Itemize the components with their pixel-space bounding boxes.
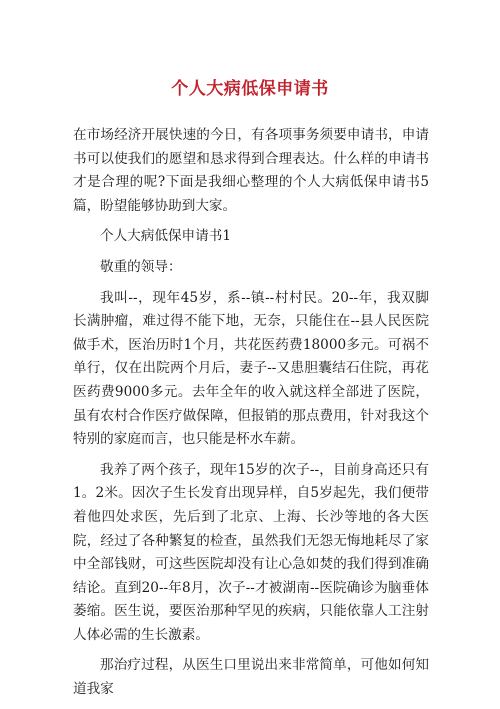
intro-paragraph: 在市场经济开展快速的今日，有各项事务须要申请书，申请书可以使我们的愿望和恳求得到合理表达。什么样的申请书才是合理的呢?下面是我细心整理的个人大病低保申请书5篇，盼望能够协助到大家。 [73, 127, 429, 214]
salutation: 敬重的领导： [100, 258, 182, 275]
body-paragraph: 那治疗过程，从医生口里说出来非常简单，可他如何知道我家 [73, 657, 429, 698]
section-heading: 个人大病低保申请书1 [100, 228, 231, 245]
document-body [73, 124, 429, 709]
body-paragraph: 我养了两个孩子，现年15岁的次子--，目前身高还只有1。2米。因次子生长发育出现异样，自5岁起先，我们便带着他四处求医，先后到了北京、上海、长沙等地的各大医院，经过了各种繁复的检查，虽然我们无怨无悔地耗尽了家中全部钱财，可这些医院却没有让心急如焚的我们得到准确结论。直到20--年8月，次子--才被湖南--医院确诊为脑垂体萎缩。医生说，要医治那种罕见的疾病，只能依靠人工注射人体必需的生长激素。 [73, 461, 429, 643]
body-paragraph: 我叫--，现年45岁，系--镇--村村民。20--年，我双脚长满肿瘤，难过得不能下地，无奈，只能住在--县人民医院做手术，医治历时1个月，共花医药费18000多元。可祸不单行，仅在出院两个月后，妻子--又患胆囊结石住院，再花医药费9000多元。去年全年的收入就这样全部进了医院，虽有农村合作医疗做保障，但报销的那点费用，针对我这个特别的家庭而言，也只能是杯水车薪。 [73, 289, 429, 448]
document-title: 个人大病低保申请书 [171, 79, 329, 99]
